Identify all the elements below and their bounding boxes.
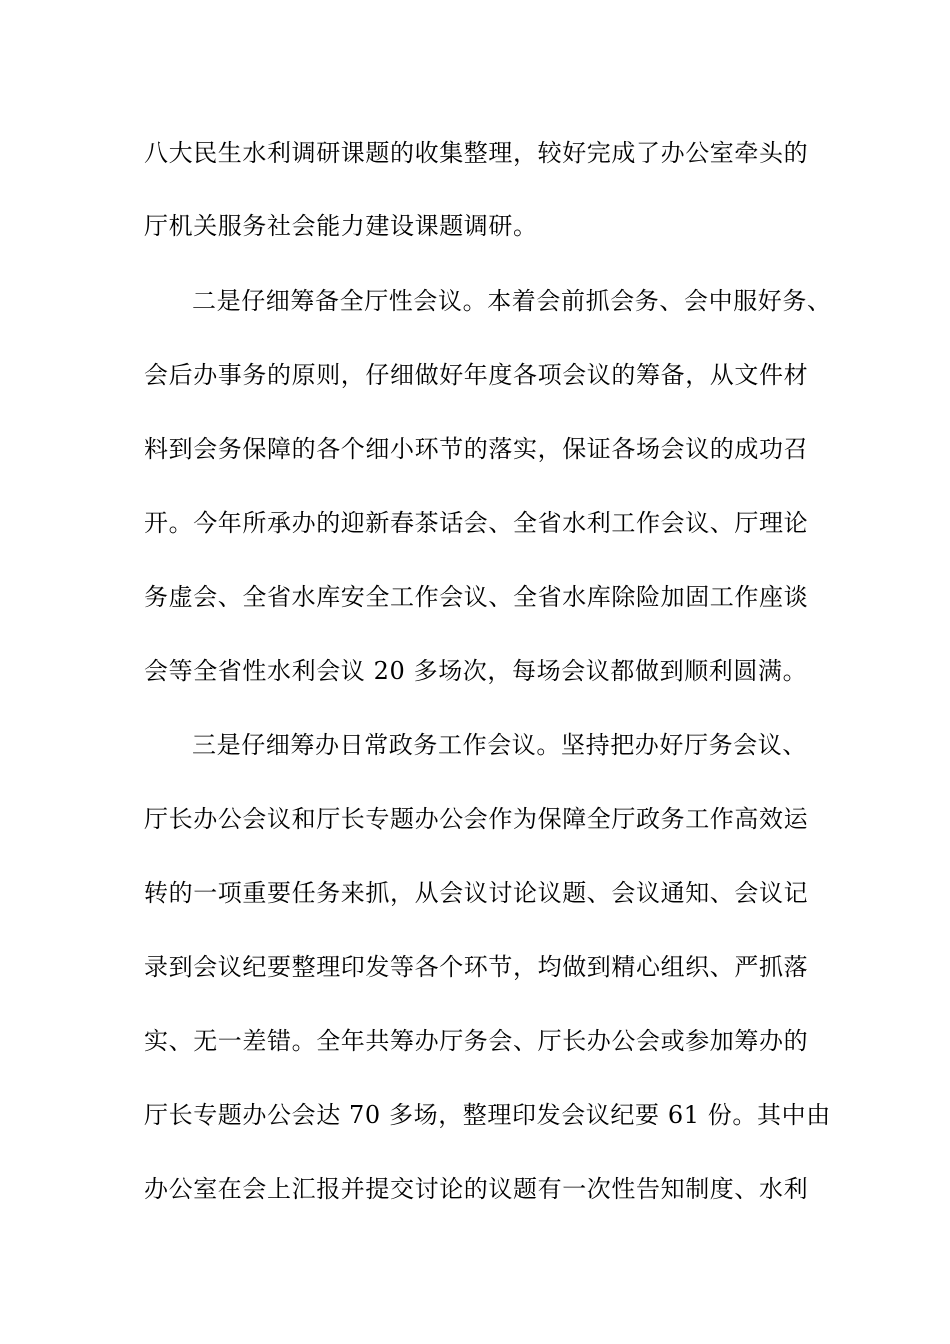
paragraph-line: 实、无一差错。全年共筹办厅务会、厅长办公会或参加筹办的 (144, 1027, 809, 1055)
paragraph-line: 三是仔细筹办日常政务工作会议。坚持把办好厅务会议、 (192, 731, 807, 759)
paragraph-line: 厅长办公会议和厅长专题办公会作为保障全厅政务工作高效运 (144, 805, 809, 833)
paragraph-line: 厅长专题办公会达 70 多场，整理印发会议纪要 61 份。其中由 (144, 1101, 831, 1129)
paragraph-line: 开。今年所承办的迎新春茶话会、全省水利工作会议、厅理论 (144, 509, 809, 537)
paragraph-line: 转的一项重要任务来抓，从会议讨论议题、会议通知、会议记 (144, 879, 809, 907)
paragraph-line: 八大民生水利调研课题的收集整理，较好完成了办公室牵头的 (144, 139, 809, 167)
paragraph-line: 务虚会、全省水库安全工作会议、全省水库除险加固工作座谈 (144, 583, 809, 611)
paragraph-line: 办公室在会上汇报并提交讨论的议题有一次性告知制度、水利 (144, 1175, 809, 1203)
paragraph-line: 二是仔细筹备全厅性会议。本着会前抓会务、会中服好务、 (192, 287, 832, 315)
paragraph-line: 厅机关服务社会能力建设课题调研。 (144, 212, 538, 240)
paragraph-line: 录到会议纪要整理印发等各个环节，均做到精心组织、严抓落 (144, 953, 809, 981)
paragraph-line: 会后办事务的原则，仔细做好年度各项会议的筹备，从文件材 (144, 361, 809, 389)
paragraph-line: 料到会务保障的各个细小环节的落实，保证各场会议的成功召 (144, 435, 809, 463)
paragraph-line: 会等全省性水利会议 20 多场次，每场会议都做到顺利圆满。 (144, 657, 808, 685)
